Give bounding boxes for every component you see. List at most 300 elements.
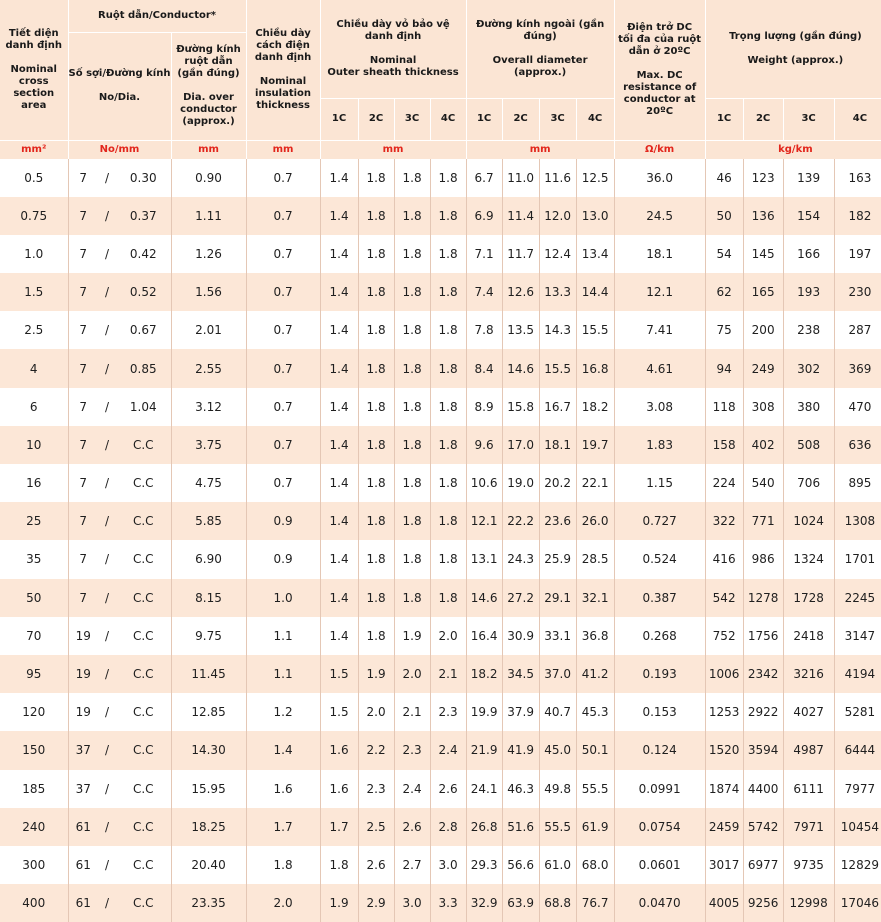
sheath-3c-cell: 1.8 — [394, 464, 430, 502]
weight-4c-cell: 12829 — [834, 846, 881, 884]
strand-diameter-cell: 0.37 — [116, 197, 171, 235]
weight-4c-cell: 1701 — [834, 540, 881, 578]
strand-diameter-cell: C.C — [116, 884, 171, 922]
weight-1c-cell: 94 — [705, 349, 743, 387]
weight-2c-cell: 136 — [743, 197, 783, 235]
sheath-3c-cell: 1.8 — [394, 426, 430, 464]
weight-4c-cell: 197 — [834, 235, 881, 273]
strand-separator-cell: / — [98, 770, 116, 808]
overall-4c-cell: 50.1 — [576, 731, 614, 769]
overall-2c-cell: 22.2 — [502, 502, 539, 540]
area-cell: 4 — [0, 349, 68, 387]
strand-separator-cell: / — [98, 579, 116, 617]
area-cell: 16 — [0, 464, 68, 502]
insulation-cell: 1.1 — [246, 655, 320, 693]
table-row — [0, 235, 881, 273]
dia-over-conductor-cell: 1.26 — [171, 235, 246, 273]
overall-2c-cell: 24.3 — [502, 540, 539, 578]
header-overall-2c: 2C — [502, 98, 539, 140]
weight-1c-cell: 1520 — [705, 731, 743, 769]
strand-diameter-cell: C.C — [116, 426, 171, 464]
overall-4c-cell: 28.5 — [576, 540, 614, 578]
weight-2c-cell: 200 — [743, 311, 783, 349]
strand-separator-cell: / — [98, 311, 116, 349]
area-cell: 25 — [0, 502, 68, 540]
sheath-2c-cell: 1.8 — [358, 617, 394, 655]
weight-1c-cell: 4005 — [705, 884, 743, 922]
table-row — [0, 388, 881, 426]
overall-2c-cell: 11.0 — [502, 159, 539, 197]
header-strands: Số sợi/Đường kính No/Dia. — [68, 32, 171, 140]
overall-2c-cell: 14.6 — [502, 349, 539, 387]
overall-3c-cell: 61.0 — [539, 846, 576, 884]
overall-3c-cell: 37.0 — [539, 655, 576, 693]
overall-1c-cell: 9.6 — [466, 426, 502, 464]
unit-area: mm² — [0, 140, 68, 159]
sheath-2c-cell: 1.8 — [358, 388, 394, 426]
table-row — [0, 693, 881, 731]
dia-over-conductor-cell: 12.85 — [171, 693, 246, 731]
weight-1c-cell: 75 — [705, 311, 743, 349]
resistance-cell: 0.268 — [614, 617, 705, 655]
overall-2c-cell: 19.0 — [502, 464, 539, 502]
sheath-4c-cell: 1.8 — [430, 159, 466, 197]
weight-2c-cell: 165 — [743, 273, 783, 311]
resistance-cell: 24.5 — [614, 197, 705, 235]
dia-over-conductor-cell: 23.35 — [171, 884, 246, 922]
insulation-cell: 1.0 — [246, 579, 320, 617]
sheath-3c-cell: 1.8 — [394, 579, 430, 617]
resistance-cell: 0.524 — [614, 540, 705, 578]
header-overall-diameter: Đường kính ngoài (gần đúng) Overall diameter (approx.) — [466, 0, 614, 98]
strand-count-cell: 7 — [68, 540, 98, 578]
strand-count-cell: 61 — [68, 884, 98, 922]
unit-insulation: mm — [246, 140, 320, 159]
sheath-1c-cell: 1.4 — [320, 311, 358, 349]
strand-separator-cell: / — [98, 502, 116, 540]
weight-1c-cell: 1874 — [705, 770, 743, 808]
weight-3c-cell: 508 — [783, 426, 834, 464]
sheath-3c-cell: 1.9 — [394, 617, 430, 655]
sheath-4c-cell: 1.8 — [430, 197, 466, 235]
overall-3c-cell: 25.9 — [539, 540, 576, 578]
weight-4c-cell: 4194 — [834, 655, 881, 693]
overall-4c-cell: 41.2 — [576, 655, 614, 693]
sheath-1c-cell: 1.4 — [320, 273, 358, 311]
insulation-cell: 0.7 — [246, 388, 320, 426]
overall-2c-cell: 51.6 — [502, 808, 539, 846]
sheath-4c-cell: 2.6 — [430, 770, 466, 808]
sheath-3c-cell: 2.4 — [394, 770, 430, 808]
overall-3c-cell: 18.1 — [539, 426, 576, 464]
table-row — [0, 426, 881, 464]
overall-1c-cell: 29.3 — [466, 846, 502, 884]
dia-over-conductor-cell: 15.95 — [171, 770, 246, 808]
strand-separator-cell: / — [98, 808, 116, 846]
table-row — [0, 579, 881, 617]
sheath-4c-cell: 1.8 — [430, 502, 466, 540]
header-weight-2c: 2C — [743, 98, 783, 140]
sheath-4c-cell: 3.0 — [430, 846, 466, 884]
strand-separator-cell: / — [98, 464, 116, 502]
overall-1c-cell: 6.7 — [466, 159, 502, 197]
overall-3c-cell: 14.3 — [539, 311, 576, 349]
overall-3c-cell: 40.7 — [539, 693, 576, 731]
overall-4c-cell: 55.5 — [576, 770, 614, 808]
weight-3c-cell: 1728 — [783, 579, 834, 617]
weight-3c-cell: 166 — [783, 235, 834, 273]
insulation-cell: 1.8 — [246, 846, 320, 884]
header-insulation: Chiều dày cách điện danh định Nominal insulation thickness — [246, 0, 320, 140]
overall-4c-cell: 12.5 — [576, 159, 614, 197]
sheath-2c-cell: 2.2 — [358, 731, 394, 769]
overall-2c-cell: 13.5 — [502, 311, 539, 349]
strand-count-cell: 7 — [68, 426, 98, 464]
weight-3c-cell: 193 — [783, 273, 834, 311]
insulation-cell: 0.9 — [246, 540, 320, 578]
overall-4c-cell: 45.3 — [576, 693, 614, 731]
overall-2c-cell: 46.3 — [502, 770, 539, 808]
weight-4c-cell: 287 — [834, 311, 881, 349]
overall-2c-cell: 37.9 — [502, 693, 539, 731]
area-cell: 185 — [0, 770, 68, 808]
strand-diameter-cell: 0.42 — [116, 235, 171, 273]
sheath-1c-cell: 1.4 — [320, 235, 358, 273]
sheath-4c-cell: 2.8 — [430, 808, 466, 846]
resistance-cell: 3.08 — [614, 388, 705, 426]
sheath-3c-cell: 1.8 — [394, 235, 430, 273]
overall-1c-cell: 14.6 — [466, 579, 502, 617]
strand-diameter-cell: C.C — [116, 502, 171, 540]
overall-1c-cell: 13.1 — [466, 540, 502, 578]
header-overall-1c: 1C — [466, 98, 502, 140]
overall-4c-cell: 16.8 — [576, 349, 614, 387]
overall-3c-cell: 29.1 — [539, 579, 576, 617]
sheath-4c-cell: 2.4 — [430, 731, 466, 769]
overall-2c-cell: 63.9 — [502, 884, 539, 922]
dia-over-conductor-cell: 3.75 — [171, 426, 246, 464]
overall-4c-cell: 32.1 — [576, 579, 614, 617]
overall-3c-cell: 20.2 — [539, 464, 576, 502]
overall-2c-cell: 34.5 — [502, 655, 539, 693]
overall-1c-cell: 16.4 — [466, 617, 502, 655]
weight-3c-cell: 7971 — [783, 808, 834, 846]
sheath-3c-cell: 1.8 — [394, 159, 430, 197]
strand-separator-cell: / — [98, 540, 116, 578]
resistance-cell: 12.1 — [614, 273, 705, 311]
header-overall-4c: 4C — [576, 98, 614, 140]
strand-diameter-cell: C.C — [116, 617, 171, 655]
table-row — [0, 731, 881, 769]
weight-4c-cell: 230 — [834, 273, 881, 311]
table-row — [0, 349, 881, 387]
strand-separator-cell: / — [98, 388, 116, 426]
overall-4c-cell: 61.9 — [576, 808, 614, 846]
table-row — [0, 311, 881, 349]
overall-1c-cell: 6.9 — [466, 197, 502, 235]
sheath-1c-cell: 1.4 — [320, 579, 358, 617]
sheath-3c-cell: 2.0 — [394, 655, 430, 693]
sheath-4c-cell: 1.8 — [430, 540, 466, 578]
weight-2c-cell: 2342 — [743, 655, 783, 693]
sheath-2c-cell: 2.5 — [358, 808, 394, 846]
dia-over-conductor-cell: 5.85 — [171, 502, 246, 540]
resistance-cell: 36.0 — [614, 159, 705, 197]
header-weight-3c: 3C — [783, 98, 834, 140]
overall-3c-cell: 23.6 — [539, 502, 576, 540]
header-area: Tiết diện danh định Nominal cross section area — [0, 0, 68, 140]
strand-count-cell: 19 — [68, 655, 98, 693]
weight-4c-cell: 470 — [834, 388, 881, 426]
overall-1c-cell: 8.9 — [466, 388, 502, 426]
overall-1c-cell: 10.6 — [466, 464, 502, 502]
strand-diameter-cell: 0.85 — [116, 349, 171, 387]
overall-4c-cell: 13.4 — [576, 235, 614, 273]
strand-diameter-cell: C.C — [116, 655, 171, 693]
weight-3c-cell: 139 — [783, 159, 834, 197]
insulation-cell: 0.7 — [246, 235, 320, 273]
strand-count-cell: 7 — [68, 311, 98, 349]
weight-1c-cell: 224 — [705, 464, 743, 502]
strand-count-cell: 7 — [68, 349, 98, 387]
strand-diameter-cell: C.C — [116, 579, 171, 617]
sheath-4c-cell: 2.1 — [430, 655, 466, 693]
sheath-2c-cell: 2.6 — [358, 846, 394, 884]
overall-3c-cell: 12.4 — [539, 235, 576, 273]
overall-1c-cell: 21.9 — [466, 731, 502, 769]
dia-over-conductor-cell: 2.01 — [171, 311, 246, 349]
weight-2c-cell: 123 — [743, 159, 783, 197]
weight-3c-cell: 2418 — [783, 617, 834, 655]
insulation-cell: 2.0 — [246, 884, 320, 922]
overall-4c-cell: 13.0 — [576, 197, 614, 235]
sheath-1c-cell: 1.6 — [320, 770, 358, 808]
header-sheath-2c: 2C — [358, 98, 394, 140]
header-weight-1c: 1C — [705, 98, 743, 140]
resistance-cell: 0.727 — [614, 502, 705, 540]
sheath-3c-cell: 2.6 — [394, 808, 430, 846]
table-row — [0, 884, 881, 922]
table-row — [0, 197, 881, 235]
weight-4c-cell: 636 — [834, 426, 881, 464]
weight-2c-cell: 9256 — [743, 884, 783, 922]
sheath-1c-cell: 1.4 — [320, 426, 358, 464]
weight-4c-cell: 369 — [834, 349, 881, 387]
area-cell: 70 — [0, 617, 68, 655]
insulation-cell: 0.7 — [246, 311, 320, 349]
sheath-2c-cell: 1.8 — [358, 579, 394, 617]
header-resistance: Điện trở DC tối đa của ruột dẫn ở 20ºC Max. DC resistance of conductor at 20ºC — [614, 0, 705, 140]
resistance-cell: 1.83 — [614, 426, 705, 464]
overall-1c-cell: 12.1 — [466, 502, 502, 540]
weight-3c-cell: 706 — [783, 464, 834, 502]
insulation-cell: 1.7 — [246, 808, 320, 846]
weight-4c-cell: 182 — [834, 197, 881, 235]
dia-over-conductor-cell: 4.75 — [171, 464, 246, 502]
weight-2c-cell: 308 — [743, 388, 783, 426]
area-cell: 0.5 — [0, 159, 68, 197]
sheath-1c-cell: 1.4 — [320, 464, 358, 502]
dia-over-conductor-cell: 14.30 — [171, 731, 246, 769]
overall-2c-cell: 11.7 — [502, 235, 539, 273]
overall-3c-cell: 15.5 — [539, 349, 576, 387]
area-cell: 240 — [0, 808, 68, 846]
area-cell: 1.5 — [0, 273, 68, 311]
strand-count-cell: 37 — [68, 770, 98, 808]
sheath-4c-cell: 1.8 — [430, 579, 466, 617]
weight-2c-cell: 1756 — [743, 617, 783, 655]
sheath-1c-cell: 1.5 — [320, 693, 358, 731]
sheath-1c-cell: 1.8 — [320, 846, 358, 884]
weight-2c-cell: 402 — [743, 426, 783, 464]
sheath-4c-cell: 2.0 — [430, 617, 466, 655]
overall-3c-cell: 12.0 — [539, 197, 576, 235]
strand-count-cell: 7 — [68, 464, 98, 502]
weight-1c-cell: 2459 — [705, 808, 743, 846]
sheath-2c-cell: 1.8 — [358, 311, 394, 349]
area-cell: 35 — [0, 540, 68, 578]
overall-3c-cell: 13.3 — [539, 273, 576, 311]
dia-over-conductor-cell: 20.40 — [171, 846, 246, 884]
weight-1c-cell: 62 — [705, 273, 743, 311]
sheath-3c-cell: 2.3 — [394, 731, 430, 769]
resistance-cell: 0.153 — [614, 693, 705, 731]
weight-1c-cell: 1006 — [705, 655, 743, 693]
strand-count-cell: 61 — [68, 846, 98, 884]
strand-diameter-cell: 0.30 — [116, 159, 171, 197]
strand-separator-cell: / — [98, 655, 116, 693]
sheath-4c-cell: 1.8 — [430, 426, 466, 464]
sheath-4c-cell: 2.3 — [430, 693, 466, 731]
unit-overall: mm — [466, 140, 614, 159]
weight-1c-cell: 54 — [705, 235, 743, 273]
overall-3c-cell: 45.0 — [539, 731, 576, 769]
overall-3c-cell: 55.5 — [539, 808, 576, 846]
weight-1c-cell: 46 — [705, 159, 743, 197]
overall-4c-cell: 76.7 — [576, 884, 614, 922]
sheath-3c-cell: 1.8 — [394, 273, 430, 311]
sheath-3c-cell: 2.7 — [394, 846, 430, 884]
overall-1c-cell: 8.4 — [466, 349, 502, 387]
sheath-1c-cell: 1.4 — [320, 197, 358, 235]
sheath-1c-cell: 1.7 — [320, 808, 358, 846]
sheath-2c-cell: 1.8 — [358, 197, 394, 235]
strand-separator-cell: / — [98, 235, 116, 273]
sheath-2c-cell: 1.8 — [358, 235, 394, 273]
overall-4c-cell: 14.4 — [576, 273, 614, 311]
overall-1c-cell: 32.9 — [466, 884, 502, 922]
overall-3c-cell: 33.1 — [539, 617, 576, 655]
weight-2c-cell: 145 — [743, 235, 783, 273]
weight-3c-cell: 154 — [783, 197, 834, 235]
strand-separator-cell: / — [98, 159, 116, 197]
overall-2c-cell: 15.8 — [502, 388, 539, 426]
header-sheath-4c: 4C — [430, 98, 466, 140]
table-row — [0, 159, 881, 197]
weight-4c-cell: 1308 — [834, 502, 881, 540]
insulation-cell: 0.7 — [246, 197, 320, 235]
weight-3c-cell: 9735 — [783, 846, 834, 884]
sheath-2c-cell: 1.8 — [358, 540, 394, 578]
overall-4c-cell: 26.0 — [576, 502, 614, 540]
sheath-2c-cell: 2.3 — [358, 770, 394, 808]
weight-3c-cell: 302 — [783, 349, 834, 387]
overall-2c-cell: 17.0 — [502, 426, 539, 464]
weight-1c-cell: 752 — [705, 617, 743, 655]
overall-2c-cell: 56.6 — [502, 846, 539, 884]
dia-over-conductor-cell: 0.90 — [171, 159, 246, 197]
overall-1c-cell: 26.8 — [466, 808, 502, 846]
sheath-4c-cell: 1.8 — [430, 464, 466, 502]
overall-4c-cell: 19.7 — [576, 426, 614, 464]
sheath-1c-cell: 1.4 — [320, 617, 358, 655]
sheath-1c-cell: 1.9 — [320, 884, 358, 922]
sheath-2c-cell: 1.8 — [358, 349, 394, 387]
sheath-4c-cell: 1.8 — [430, 273, 466, 311]
dia-over-conductor-cell: 1.56 — [171, 273, 246, 311]
strand-diameter-cell: C.C — [116, 464, 171, 502]
weight-2c-cell: 249 — [743, 349, 783, 387]
strand-separator-cell: / — [98, 197, 116, 235]
resistance-cell: 7.41 — [614, 311, 705, 349]
overall-1c-cell: 19.9 — [466, 693, 502, 731]
strand-count-cell: 19 — [68, 693, 98, 731]
table-row — [0, 770, 881, 808]
sheath-4c-cell: 1.8 — [430, 388, 466, 426]
area-cell: 150 — [0, 731, 68, 769]
sheath-1c-cell: 1.4 — [320, 502, 358, 540]
overall-2c-cell: 11.4 — [502, 197, 539, 235]
overall-3c-cell: 49.8 — [539, 770, 576, 808]
strand-diameter-cell: 1.04 — [116, 388, 171, 426]
overall-1c-cell: 7.8 — [466, 311, 502, 349]
overall-3c-cell: 11.6 — [539, 159, 576, 197]
resistance-cell: 0.0754 — [614, 808, 705, 846]
strand-count-cell: 7 — [68, 579, 98, 617]
weight-2c-cell: 2922 — [743, 693, 783, 731]
resistance-cell: 0.193 — [614, 655, 705, 693]
dia-over-conductor-cell: 11.45 — [171, 655, 246, 693]
weight-2c-cell: 6977 — [743, 846, 783, 884]
table-row — [0, 808, 881, 846]
table-row — [0, 655, 881, 693]
weight-3c-cell: 380 — [783, 388, 834, 426]
resistance-cell: 18.1 — [614, 235, 705, 273]
weight-2c-cell: 540 — [743, 464, 783, 502]
area-cell: 120 — [0, 693, 68, 731]
sheath-3c-cell: 1.8 — [394, 197, 430, 235]
resistance-cell: 0.0470 — [614, 884, 705, 922]
table-row — [0, 502, 881, 540]
strand-diameter-cell: C.C — [116, 770, 171, 808]
sheath-1c-cell: 1.4 — [320, 388, 358, 426]
overall-1c-cell: 24.1 — [466, 770, 502, 808]
dia-over-conductor-cell: 1.11 — [171, 197, 246, 235]
unit-dia-over: mm — [171, 140, 246, 159]
weight-1c-cell: 118 — [705, 388, 743, 426]
sheath-4c-cell: 3.3 — [430, 884, 466, 922]
insulation-cell: 0.7 — [246, 426, 320, 464]
strand-diameter-cell: C.C — [116, 693, 171, 731]
unit-strands: No/mm — [68, 140, 171, 159]
sheath-2c-cell: 1.8 — [358, 273, 394, 311]
weight-4c-cell: 5281 — [834, 693, 881, 731]
dia-over-conductor-cell: 3.12 — [171, 388, 246, 426]
header-sheath-3c: 3C — [394, 98, 430, 140]
resistance-cell: 0.124 — [614, 731, 705, 769]
strand-separator-cell: / — [98, 693, 116, 731]
weight-1c-cell: 3017 — [705, 846, 743, 884]
